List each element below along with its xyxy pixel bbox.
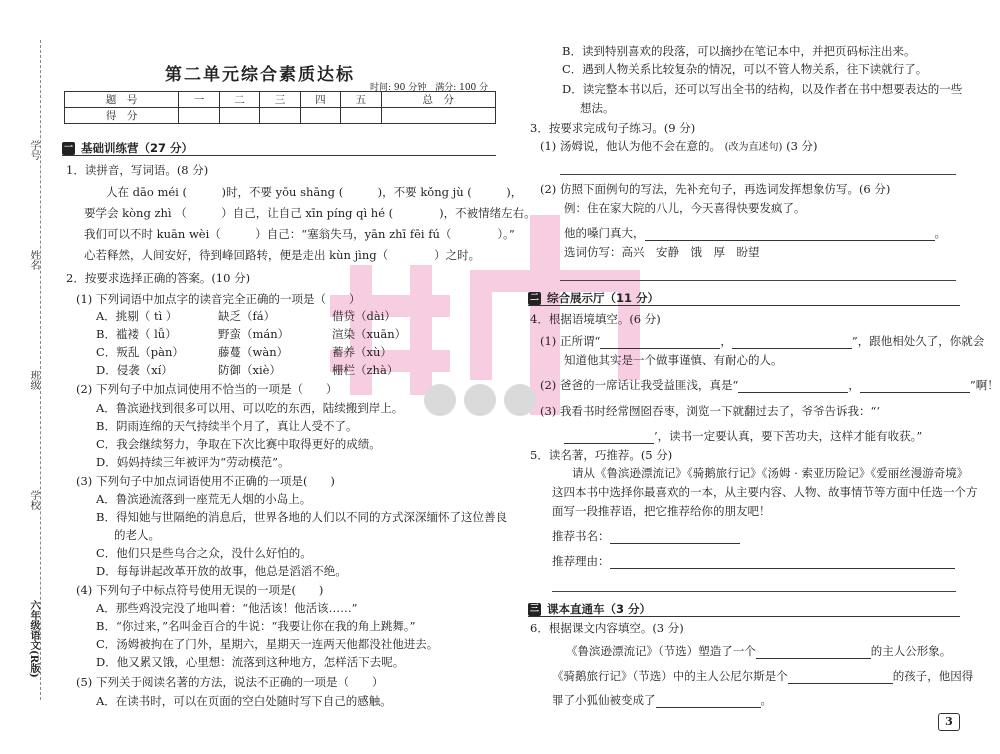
q3-1-stem	[540, 138, 818, 156]
q6-line-2-end: 的孩子，他因得	[892, 669, 974, 683]
score-header-cell: 二	[219, 92, 259, 108]
page-number: 3	[938, 713, 960, 731]
q3-1-note: (改为直述句)	[724, 142, 783, 153]
q3-2-fill: 他的嗓门真大， 。	[564, 226, 946, 240]
score-header-cell: 题 号	[65, 92, 179, 108]
q2-3-option-c: C．他们只是些乌合之众，没什么好怕的。	[96, 546, 312, 560]
section-badge: 一	[63, 142, 73, 153]
score-header-cell: 五	[341, 92, 381, 108]
q4-2-comma: ，	[848, 378, 860, 392]
q4-1-text-end: ”，跟他相处久了，你就会	[851, 334, 985, 348]
question-5: 5．读名著，巧推荐。(5 分)	[530, 448, 673, 462]
q3-2-example: 例：住在家大院的八儿，今天喜得快要发疯了。	[564, 201, 806, 215]
q4-2-text: (2) 爸爸的一席话让我受益匪浅，真是“	[540, 378, 739, 392]
q2-2-stem: (2) 下列句子中加点词使用不恰当的一项是（ ）	[76, 382, 338, 396]
q2-2-option-c: C．我会继续努力，争取在下次比赛中取得更好的成绩。	[96, 437, 381, 451]
reason-blank[interactable]	[610, 556, 955, 569]
q5-line-2: 这四本书中选择你最喜欢的一本，从主要内容、人物、故事情节等方面中任选一个方	[552, 485, 978, 499]
fill-blank[interactable]	[860, 380, 970, 393]
q2-5-option-d-cont: 想法。	[580, 101, 615, 115]
q5-book-label: 推荐书名：	[552, 529, 610, 543]
fill-blank[interactable]	[732, 336, 852, 349]
q2-1-stem: (1) 下列词语中加点字的读音完全正确的一项是（ ）	[76, 292, 361, 306]
score-header-cell: 一	[179, 92, 219, 108]
q4-1-text: (1) 正所谓“	[540, 334, 601, 348]
time-info: 时间: 90 分钟 满分: 100 分	[370, 83, 489, 93]
section-2-heading	[528, 290, 659, 306]
q3-2-stem: (2) 仿照下面例句的写法，先补充句子，再选词发挥想象仿写。(6 分)	[540, 182, 891, 196]
q2-2-option-a: A．鲁滨逊找到很多可以用、可以吃的东西，陆续搬到岸上。	[96, 401, 404, 415]
score-table	[64, 91, 496, 124]
section-divider	[62, 155, 496, 156]
score-cell[interactable]	[179, 108, 219, 124]
q4-1-cont: 知道他其实是一个做事谨慎、有耐心的人。	[564, 353, 783, 367]
fill-blank[interactable]	[600, 336, 720, 349]
q5-reason-row	[552, 553, 955, 569]
option-d1: D．侵袭（xí）	[96, 363, 173, 377]
grade-book-label: 六年级语文(R版)	[28, 600, 39, 678]
fill-blank[interactable]	[564, 431, 654, 444]
q4-2	[540, 377, 999, 393]
q6-line-1	[566, 643, 951, 659]
q2-5-option-d: D．读完整本书以后，还可以写出全书的结构，以及作者在书中想要表达的一些	[562, 82, 963, 96]
fill-blank[interactable]	[756, 646, 871, 659]
score-cell[interactable]	[341, 108, 381, 124]
section-badge: 三	[529, 603, 539, 614]
q2-3-option-a: A．鲁滨逊流落到一座荒无人烟的小岛上。	[96, 492, 312, 506]
option-b3: 渲染（xuān）	[332, 327, 407, 341]
q4-2-end: ”啊！	[969, 378, 999, 392]
section-badge: 二	[529, 292, 539, 303]
option-b2: 野蛮（mán）	[218, 327, 290, 341]
section-3-heading	[528, 601, 651, 617]
section-title: 基础训练营（27 分）	[81, 141, 194, 155]
option-a3: 借贷（dài）	[332, 309, 396, 323]
score-header-cell: 总 分	[381, 92, 495, 108]
score-header-cell: 三	[260, 92, 300, 108]
option-b1: B．褴褛（ lǚ）	[96, 327, 177, 341]
option-d2: 防御（xiè）	[218, 363, 281, 377]
pinyin-line-2: 要学会 kòng zhì （ ）自己，让自己 xīn píng qì hé ( )，不被情绪左右。	[84, 206, 536, 220]
q4-1-comma: ，	[720, 334, 732, 348]
q6-line-1-end: 的主人公形象。	[870, 644, 952, 658]
score-row-label: 得 分	[65, 108, 179, 124]
question-1: 1．读拼音，写词语。(8 分)	[66, 163, 209, 177]
section-divider	[528, 616, 960, 617]
q2-5-option-c: C．遇到人物关系比较复杂的情况，可以不管人物关系，往下读就行了。	[562, 62, 928, 76]
option-d3: 栅栏（zhà）	[332, 363, 399, 377]
question-4: 4．根据语境填空。(6 分)	[530, 312, 661, 326]
fill-blank[interactable]	[788, 671, 893, 684]
score-cell[interactable]	[219, 108, 259, 124]
q3-2-fill-text: 他的嗓门真大，	[564, 226, 645, 240]
fill-blank[interactable]	[656, 695, 761, 708]
q2-5-option-a: A．在读书时，可以在页面的空白处随时写下自己的感触。	[96, 694, 392, 708]
option-a1: A．挑剔（ tì ）	[96, 309, 178, 323]
q3-2-words: 选词仿写：高兴 安静 饿 厚 盼望	[564, 245, 760, 259]
q5-book-row	[552, 528, 740, 544]
q2-2-option-d: D．妈妈持续三年被评为“劳动模范”。	[96, 455, 290, 469]
section-1-heading	[62, 140, 193, 156]
q5-line-1: 请从《鲁滨逊漂流记》《骑鹅旅行记》《汤姆 · 索亚历险记》《爱丽丝漫游奇境》	[572, 466, 969, 480]
score-cell[interactable]	[260, 108, 300, 124]
q2-4-stem: (4) 下列句子中标点符号使用无误的一项是( )	[76, 583, 324, 597]
score-cell[interactable]	[300, 108, 340, 124]
option-a2: 缺乏（fá）	[218, 309, 276, 323]
section-title: 课本直通车（3 分）	[547, 602, 652, 616]
q6-line-1-text: 《鲁滨逊漂流记》（节选）塑造了一个	[566, 644, 756, 658]
pinyin-line-3: 我们可以不时 kuān wèi（ ）自己：“塞翁失马，yān zhī fēi fú（ ）。”	[84, 227, 515, 241]
q5-line-3: 面写一段推荐语，把它推荐给你的朋友吧！	[552, 504, 771, 518]
label-banji: 班级	[28, 370, 39, 390]
q6-line-3-text: 罪了小狐仙被变成了	[552, 693, 656, 707]
section-title: 综合展示厅（11 分）	[547, 291, 660, 305]
q2-2-option-b: B．阴雨连绵的天气持续半个月了，真让人受不了。	[96, 419, 358, 433]
answer-line[interactable]	[552, 591, 956, 592]
q6-line-3	[552, 692, 772, 708]
label-xuexiao: 学校	[28, 490, 39, 510]
section-divider	[528, 305, 960, 306]
q3-1-score: (3 分)	[786, 139, 818, 153]
q2-4-option-b: B．“你过来，”名叫金百合的牛说：“我要让你在我的角上跳舞。”	[96, 619, 416, 633]
q6-line-2	[552, 668, 973, 684]
q3-1-text: (1) 汤姆说，他认为他不会在意的。	[540, 139, 721, 153]
question-2: 2．按要求选择正确的答案。(10 分)	[66, 271, 251, 285]
q6-line-3-end: 。	[760, 693, 772, 707]
option-c3: 蓄养（xù）	[332, 345, 392, 359]
q4-1	[540, 333, 984, 349]
q4-3: (3) 我看书时经常囫囵吞枣，浏览一下就翻过去了，爷爷告诉我：“‘	[540, 404, 880, 418]
option-c1: C．叛乱（pàn）	[96, 345, 184, 359]
q4-3-cont	[564, 428, 922, 444]
score-header-cell: 四	[300, 92, 340, 108]
q2-3-option-b-cont: 的老人。	[114, 528, 160, 542]
answer-line[interactable]	[560, 280, 956, 281]
score-cell[interactable]	[381, 108, 495, 124]
q2-3-option-d: D．每每讲起改革开放的故事，他总是滔滔不绝。	[96, 564, 347, 578]
q6-line-2-text: 《骑鹅旅行记》（节选）中的主人公尼尔斯是个	[552, 669, 788, 683]
q2-3-stem: (3) 下列句子中加点词语使用不正确的一项是( )	[76, 474, 335, 488]
label-xuehao: 学号	[28, 140, 39, 160]
question-3: 3．按要求完成句子练习。(9 分)	[530, 121, 696, 135]
q2-3-option-b: B．得知她与世隔绝的消息后，世界各地的人们以不同的方式深深缅怀了这位善良	[96, 510, 507, 524]
q2-5-option-b: B．读到特别喜欢的段落，可以摘抄在笔记本中，并把页码标注出来。	[562, 44, 916, 58]
fill-blank[interactable]	[738, 380, 848, 393]
label-xingming: 姓名	[28, 250, 39, 270]
pinyin-line-4: 心若释然，人间安好，待到峰回路转，便是走出 kùn jìng（ ）之时。	[84, 248, 481, 262]
answer-line[interactable]	[560, 174, 956, 175]
pinyin-line-1: 人在 dāo méi ( )时，不要 yōu shāng ( )，不要 kǒng jù ( )，	[106, 185, 523, 199]
page-title: 第二单元综合素质达标	[165, 65, 355, 85]
q2-4-option-c: C．汤姆被拘在了门外，星期六，星期天一连两天他都没社他进去。	[96, 637, 439, 651]
question-6: 6．根据课文内容填空。(3 分)	[530, 621, 684, 635]
q2-5-stem: (5) 下列关于阅读名著的方法，说法不正确的一项是（ ）	[76, 675, 384, 689]
q4-3-text-end: ’，读书一定要认真，要下苦功夫，这样才能有收获。”	[654, 429, 923, 443]
q2-4-option-d: D．他又累又饿，心里想：流落到这种地方，怎样活下去呢。	[96, 655, 405, 669]
q5-reason-label: 推荐理由：	[552, 554, 610, 568]
option-c2: 藤蔓（wàn）	[218, 345, 289, 359]
fill-blank[interactable]	[645, 228, 935, 241]
book-name-blank[interactable]	[610, 531, 740, 544]
q2-4-option-a: A．那些鸡没完没了地叫着：“他活该！他活该……”	[96, 601, 358, 615]
